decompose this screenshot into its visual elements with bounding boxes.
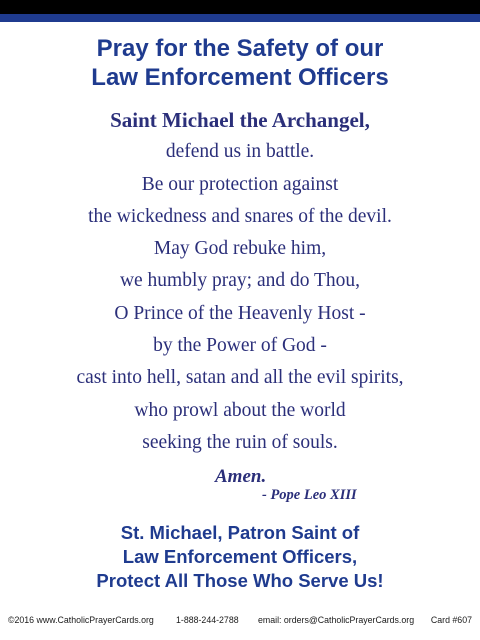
prayer-line: the wickedness and snares of the devil. [88,205,392,227]
prayer-line: Saint Michael the Archangel, [110,108,370,132]
footer-email: email: orders@CatholicPrayerCards.org [258,615,415,625]
footer-copyright: ©2016 www.CatholicPrayerCards.org [8,615,154,625]
card-heading [0,34,480,92]
prayer-line: we humbly pray; and do Thou, [119,270,361,292]
closing-dedication [0,521,480,593]
prayer-text [0,104,480,459]
prayer-line: seeking the ruin of souls. [142,431,338,453]
prayer-line: O Prince of the Heavenly Host - [114,302,366,324]
prayer-line: who prowl about the world [134,399,346,421]
prayer-line: defend us in battle. [165,141,315,163]
prayer-line: cast into hell, satan and all the evil spirits, [76,367,404,389]
footer-card-number: Card #607 [430,615,472,625]
closing-line-3: Protect All Those Who Serve Us! [96,570,384,591]
prayer-amen: Amen. [215,466,267,487]
footer-phone: 1-888-244-2788 [176,615,239,625]
heading-line-1: Pray for the Safety of our [96,35,384,62]
footer [8,613,472,627]
top-black-bar [0,0,480,14]
top-blue-bar [0,14,480,22]
closing-line-2: Law Enforcement Officers, [122,546,358,567]
prayer-line: by the Power of God - [153,335,327,357]
prayer-attribution: - Pope Leo XIII [262,487,357,503]
prayer-line: May God rebuke him, [153,238,327,260]
heading-line-2: Law Enforcement Officers [91,64,389,91]
closing-line-1: St. Michael, Patron Saint of [120,522,360,543]
prayer-line: Be our protection against [141,173,339,195]
